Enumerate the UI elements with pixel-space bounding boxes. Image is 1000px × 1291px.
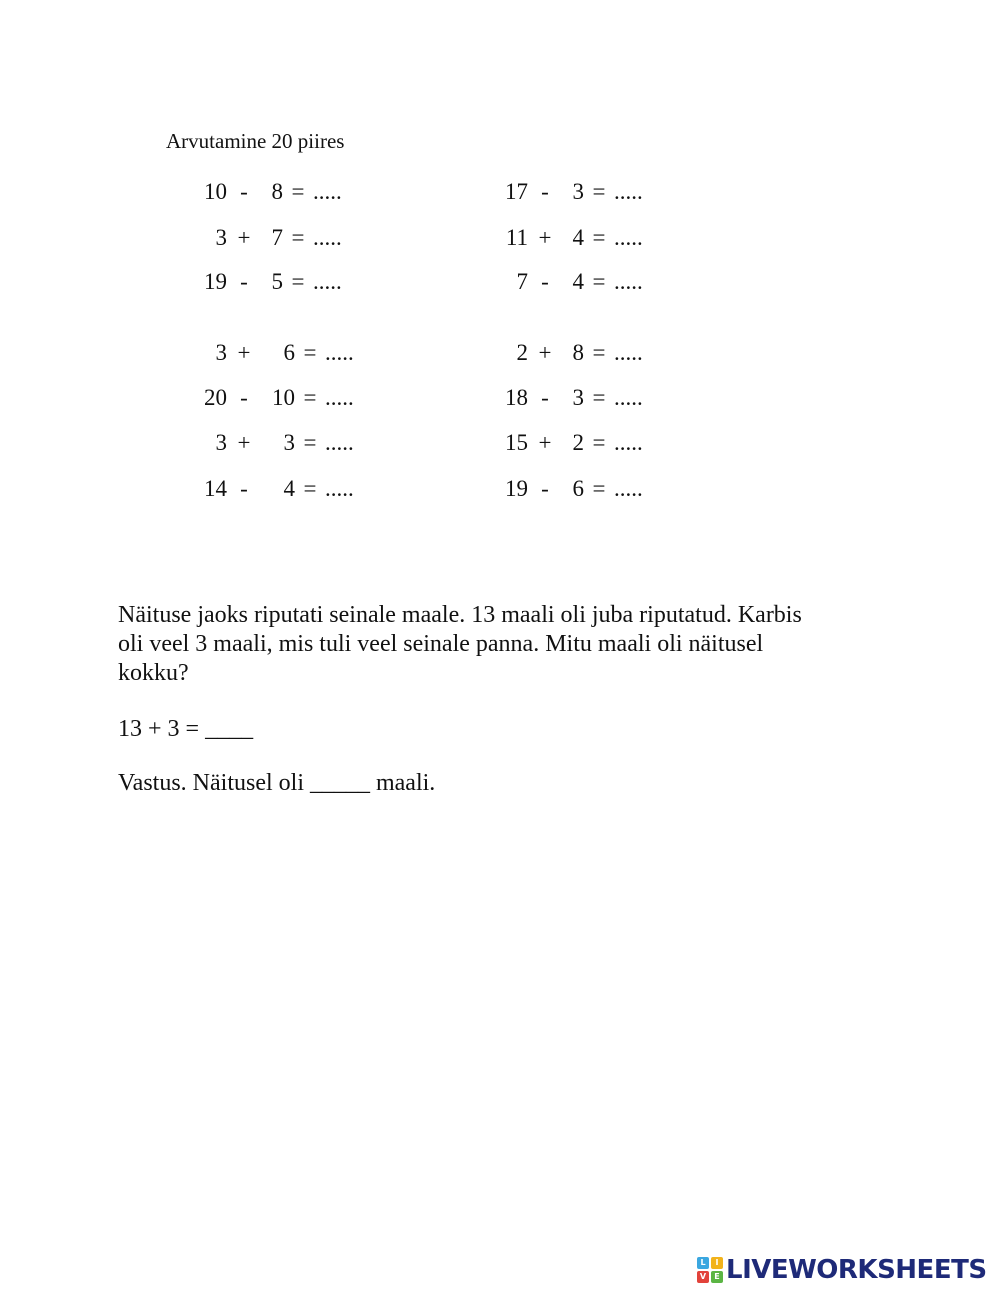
- logo-cube: L: [697, 1257, 709, 1269]
- equation-answer-blank[interactable]: .....: [325, 385, 354, 410]
- equation-operator: -: [240, 269, 248, 294]
- equation-answer-blank[interactable]: .....: [313, 269, 342, 294]
- equation-operator: -: [240, 179, 248, 204]
- equation-answer-blank[interactable]: .....: [325, 430, 354, 455]
- equation-row: [490, 383, 643, 413]
- equation-row: [189, 267, 342, 297]
- equation-operand-a: 19: [505, 476, 528, 501]
- equation-equals: =: [303, 476, 317, 501]
- equation-equals: =: [592, 385, 606, 410]
- equation-operator: -: [541, 179, 549, 204]
- logo-cube: I: [711, 1257, 723, 1269]
- liveworksheets-logo[interactable]: [697, 1254, 987, 1286]
- equation-operand-b: 8: [572, 340, 584, 365]
- equation-operand-b: 10: [272, 385, 295, 410]
- equation-operand-a: 10: [204, 179, 227, 204]
- equation-row: [189, 223, 342, 253]
- equation-operand-a: 14: [204, 476, 227, 501]
- equation-equals: =: [592, 225, 606, 250]
- word-problem-line: kokku?: [118, 660, 189, 686]
- equation-operator: +: [538, 340, 552, 365]
- equation-equals: =: [592, 179, 606, 204]
- equation-operand-b: 6: [572, 476, 584, 501]
- equation-operand-a: 2: [516, 340, 528, 365]
- equation-operator: +: [237, 340, 251, 365]
- equation-answer-blank[interactable]: .....: [614, 225, 643, 250]
- equation-operand-a: 3: [215, 340, 227, 365]
- equation-answer-blank[interactable]: .....: [614, 340, 643, 365]
- equation-operand-a: 3: [215, 225, 227, 250]
- equation-row: [189, 428, 354, 458]
- equation-equals: =: [303, 430, 317, 455]
- word-problem-answer: Vastus. Näitusel oli _____ maali.: [118, 770, 436, 796]
- equation-answer-blank[interactable]: .....: [614, 269, 643, 294]
- equation-operand-a: 3: [215, 430, 227, 455]
- equation-operator: +: [538, 430, 552, 455]
- equation-operand-b: 5: [271, 269, 283, 294]
- equation-row: [490, 267, 643, 297]
- equation-answer-blank[interactable]: .....: [614, 430, 643, 455]
- equation-operator: +: [237, 430, 251, 455]
- equation-row: [189, 474, 354, 504]
- equation-operand-b: 8: [271, 179, 283, 204]
- equation-equals: =: [592, 269, 606, 294]
- equation-operand-b: 4: [283, 476, 295, 501]
- equation-equals: =: [592, 430, 606, 455]
- equation-operand-b: 3: [283, 430, 295, 455]
- equation-answer-blank[interactable]: .....: [313, 225, 342, 250]
- word-problem-line: Näituse jaoks riputati seinale maale. 13 maali oli juba riputatud. Karbis: [118, 602, 802, 628]
- equation-operator: +: [538, 225, 552, 250]
- equation-operand-a: 7: [516, 269, 528, 294]
- word-problem-line: oli veel 3 maali, mis tuli veel seinale panna. Mitu maali oli näitusel: [118, 631, 764, 657]
- equation-operand-a: 19: [204, 269, 227, 294]
- equation-equals: =: [592, 476, 606, 501]
- equation-row: [490, 223, 643, 253]
- equation-operand-a: 15: [505, 430, 528, 455]
- logo-cube: V: [697, 1271, 709, 1283]
- equation-row: [490, 338, 643, 368]
- worksheet-title: Arvutamine 20 piires: [166, 129, 345, 153]
- equation-row: [490, 428, 643, 458]
- equation-equals: =: [291, 225, 305, 250]
- equation-answer-blank[interactable]: .....: [325, 340, 354, 365]
- equation-answer-blank[interactable]: .....: [313, 179, 342, 204]
- equation-operator: -: [541, 385, 549, 410]
- word-problem-equation: 13 + 3 = ____: [118, 716, 254, 742]
- equation-row: [189, 177, 342, 207]
- equation-operand-a: 11: [505, 225, 528, 250]
- logo-cubes-icon: [697, 1257, 723, 1283]
- equation-equals: =: [303, 385, 317, 410]
- equation-operand-a: 17: [505, 179, 528, 204]
- equation-operator: -: [541, 269, 549, 294]
- logo-text: LIVEWORKSHEETS: [726, 1255, 987, 1285]
- equation-operand-b: 2: [572, 430, 584, 455]
- equation-operand-b: 4: [572, 269, 584, 294]
- equation-answer-blank[interactable]: .....: [614, 179, 643, 204]
- equation-operator: -: [240, 385, 248, 410]
- equation-operand-a: 20: [204, 385, 227, 410]
- equation-answer-blank[interactable]: .....: [325, 476, 354, 501]
- equation-answer-blank[interactable]: .....: [614, 476, 643, 501]
- equation-row: [189, 383, 354, 413]
- equation-equals: =: [592, 340, 606, 365]
- equation-answer-blank[interactable]: .....: [614, 385, 643, 410]
- equation-operand-b: 3: [572, 385, 584, 410]
- equation-operator: -: [240, 476, 248, 501]
- equation-operator: +: [237, 225, 251, 250]
- equation-operator: -: [541, 476, 549, 501]
- equation-operand-a: 18: [505, 385, 528, 410]
- equation-equals: =: [291, 269, 305, 294]
- equation-operand-b: 4: [572, 225, 584, 250]
- word-problem: [118, 601, 898, 688]
- equation-row: [490, 474, 643, 504]
- equation-operand-b: 3: [572, 179, 584, 204]
- logo-cube: E: [711, 1271, 723, 1283]
- equation-equals: =: [303, 340, 317, 365]
- equation-row: [189, 338, 354, 368]
- equation-operand-b: 7: [271, 225, 283, 250]
- equation-row: [490, 177, 643, 207]
- equation-operand-b: 6: [283, 340, 295, 365]
- equation-equals: =: [291, 179, 305, 204]
